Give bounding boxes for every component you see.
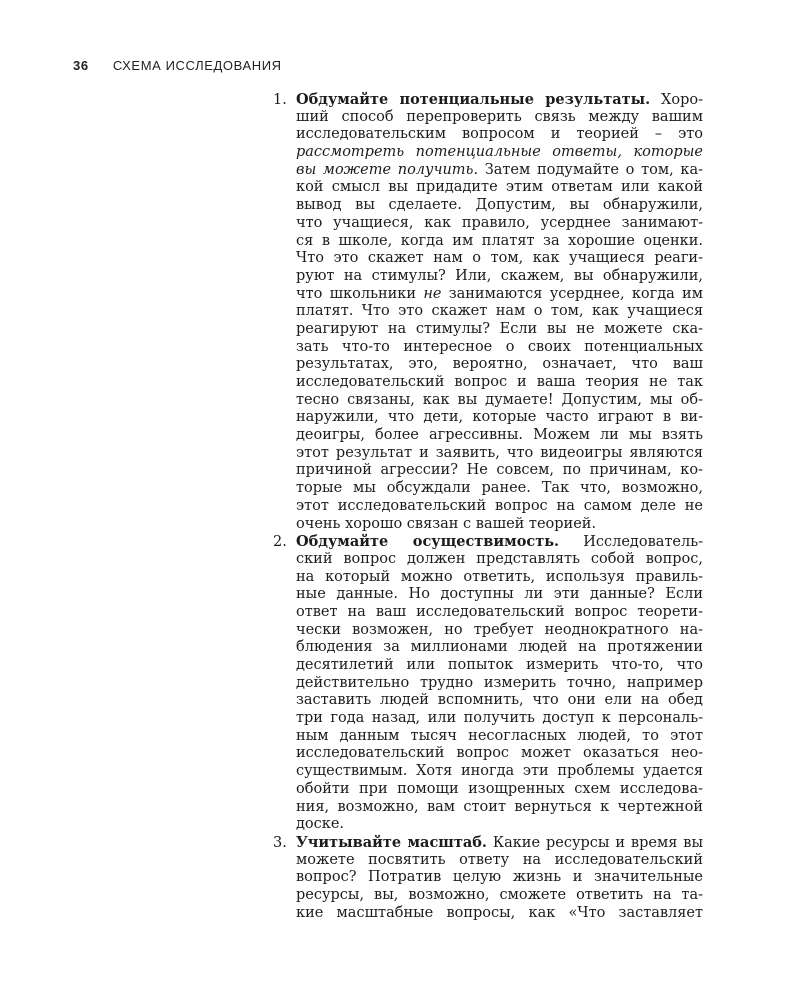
item-heading: Учитывайте масштаб. — [296, 833, 487, 851]
item-number: 1. — [273, 92, 287, 108]
text-line: вывод вы сделаете. Допустим, вы обнаружили, — [296, 197, 703, 214]
list-item — [273, 91, 703, 533]
body-text — [273, 91, 703, 922]
text-line: причиной агрессии? Не совсем, по причинам, ко- — [296, 462, 703, 479]
text-line: кие масштабные вопросы, как «Что заставляет — [296, 904, 703, 921]
list-item — [273, 834, 703, 922]
text-line: исследовательский вопрос может оказаться нео- — [296, 745, 703, 762]
text-line: блюдения за миллионами людей на протяжении — [296, 639, 703, 656]
italic-text: вы можете получить — [296, 161, 474, 178]
text-line: занимаются усерднее, когда им — [448, 285, 704, 302]
section-title: СХЕМА ИССЛЕДОВАНИЯ — [112, 58, 282, 73]
text-line: очень хорошо связан с вашей теорией. — [296, 515, 597, 532]
text-line: Исследователь- — [583, 534, 703, 551]
text-line: деоигры, более агрессивны. Можем ли мы взять — [296, 427, 703, 444]
text-line: доске. — [296, 816, 345, 833]
italic-text: рассмотреть потенциальные ответы, которые — [296, 144, 703, 161]
text-line: ся в школе, когда им платят за хорошие оценки. — [296, 232, 703, 249]
text-line: Какие ресурсы и время вы — [492, 834, 704, 851]
italic-text: не — [423, 285, 442, 302]
text-line: платят. Что это скажет нам о том, как учащиеся — [296, 303, 703, 320]
text-line: исследовательский вопрос и ваша теория не так — [296, 374, 703, 390]
page-number: 36 — [73, 58, 89, 73]
text-line: десятилетий или попыток измерить что-то, что — [296, 657, 703, 673]
text-line: этот исследовательский вопрос на самом деле не — [296, 497, 703, 514]
text-line: кой смысл вы придадите этим ответам или какой — [296, 179, 703, 196]
item-number: 2. — [273, 534, 287, 551]
item-heading: Обдумайте осуществимость. — [296, 533, 560, 551]
text-line: чески возможен, но требует неоднократного на- — [296, 621, 703, 638]
text-line: исследовательским вопросом и теорией – это — [296, 126, 703, 143]
text-line: результатах, это, вероятно, означает, что ваш — [296, 356, 703, 373]
text-line: наружили, что дети, которые часто играют в ви- — [296, 409, 703, 426]
text-line: вопрос? Потратив целую жизнь и значительные — [296, 869, 703, 886]
text-line: руют на стимулы? Или, скажем, вы обнаружили, — [296, 267, 703, 284]
item-number: 3. — [273, 834, 287, 851]
text-line: заставить людей вспомнить, что они ели на обед — [296, 692, 703, 709]
text-line: ные данные. Но доступны ли эти данные? Если — [296, 586, 703, 603]
text-line: на который можно ответить, используя правиль- — [296, 568, 703, 585]
text-line: Что это скажет нам о том, как учащиеся реаги- — [296, 250, 703, 267]
text-line: можете посвятить ответу на исследовательский — [296, 851, 703, 868]
text-line: ния, возможно, вам стоит вернуться к чертежной — [296, 798, 703, 815]
text-line: действительно трудно измерить точно, например — [296, 674, 703, 691]
text-line: ным данным тысяч несогласных людей, то этот — [296, 727, 703, 744]
text-line: тесно связаны, как вы думаете! Допустим, мы об- — [296, 391, 703, 408]
text-line: что школьники — [296, 285, 417, 302]
list-item — [273, 533, 703, 834]
text-line: что учащиеся, как правило, усерднее занимают- — [296, 214, 703, 231]
text-line: Хоро- — [661, 92, 703, 108]
text-line: три года назад, или получить доступ к персональ- — [296, 710, 703, 727]
text-line: ший способ перепроверить связь между вашим — [296, 108, 703, 125]
text-line: ский вопрос должен представлять собой вопрос, — [296, 550, 703, 567]
text-line: ответ на ваш исследовательский вопрос теорети- — [296, 603, 703, 620]
item-heading: Обдумайте потенциальные результаты. — [296, 91, 651, 108]
text-line: . Затем подумайте о том, ка- — [473, 161, 703, 178]
text-line: зать что-то интересное о своих потенциальных — [296, 338, 703, 355]
text-line: ресурсы, вы, возможно, сможете ответить на та- — [296, 886, 703, 903]
text-line: торые мы обсуждали ранее. Так что, возможно, — [296, 480, 703, 497]
text-line: обойти при помощи изощренных схем исследова- — [296, 780, 703, 797]
text-line: реагируют на стимулы? Если вы не можете ска- — [296, 320, 703, 337]
text-line: существимым. Хотя иногда эти проблемы удается — [296, 763, 703, 780]
text-line: этот результат и заявить, что видеоигры являются — [296, 444, 703, 461]
running-head — [73, 58, 282, 73]
